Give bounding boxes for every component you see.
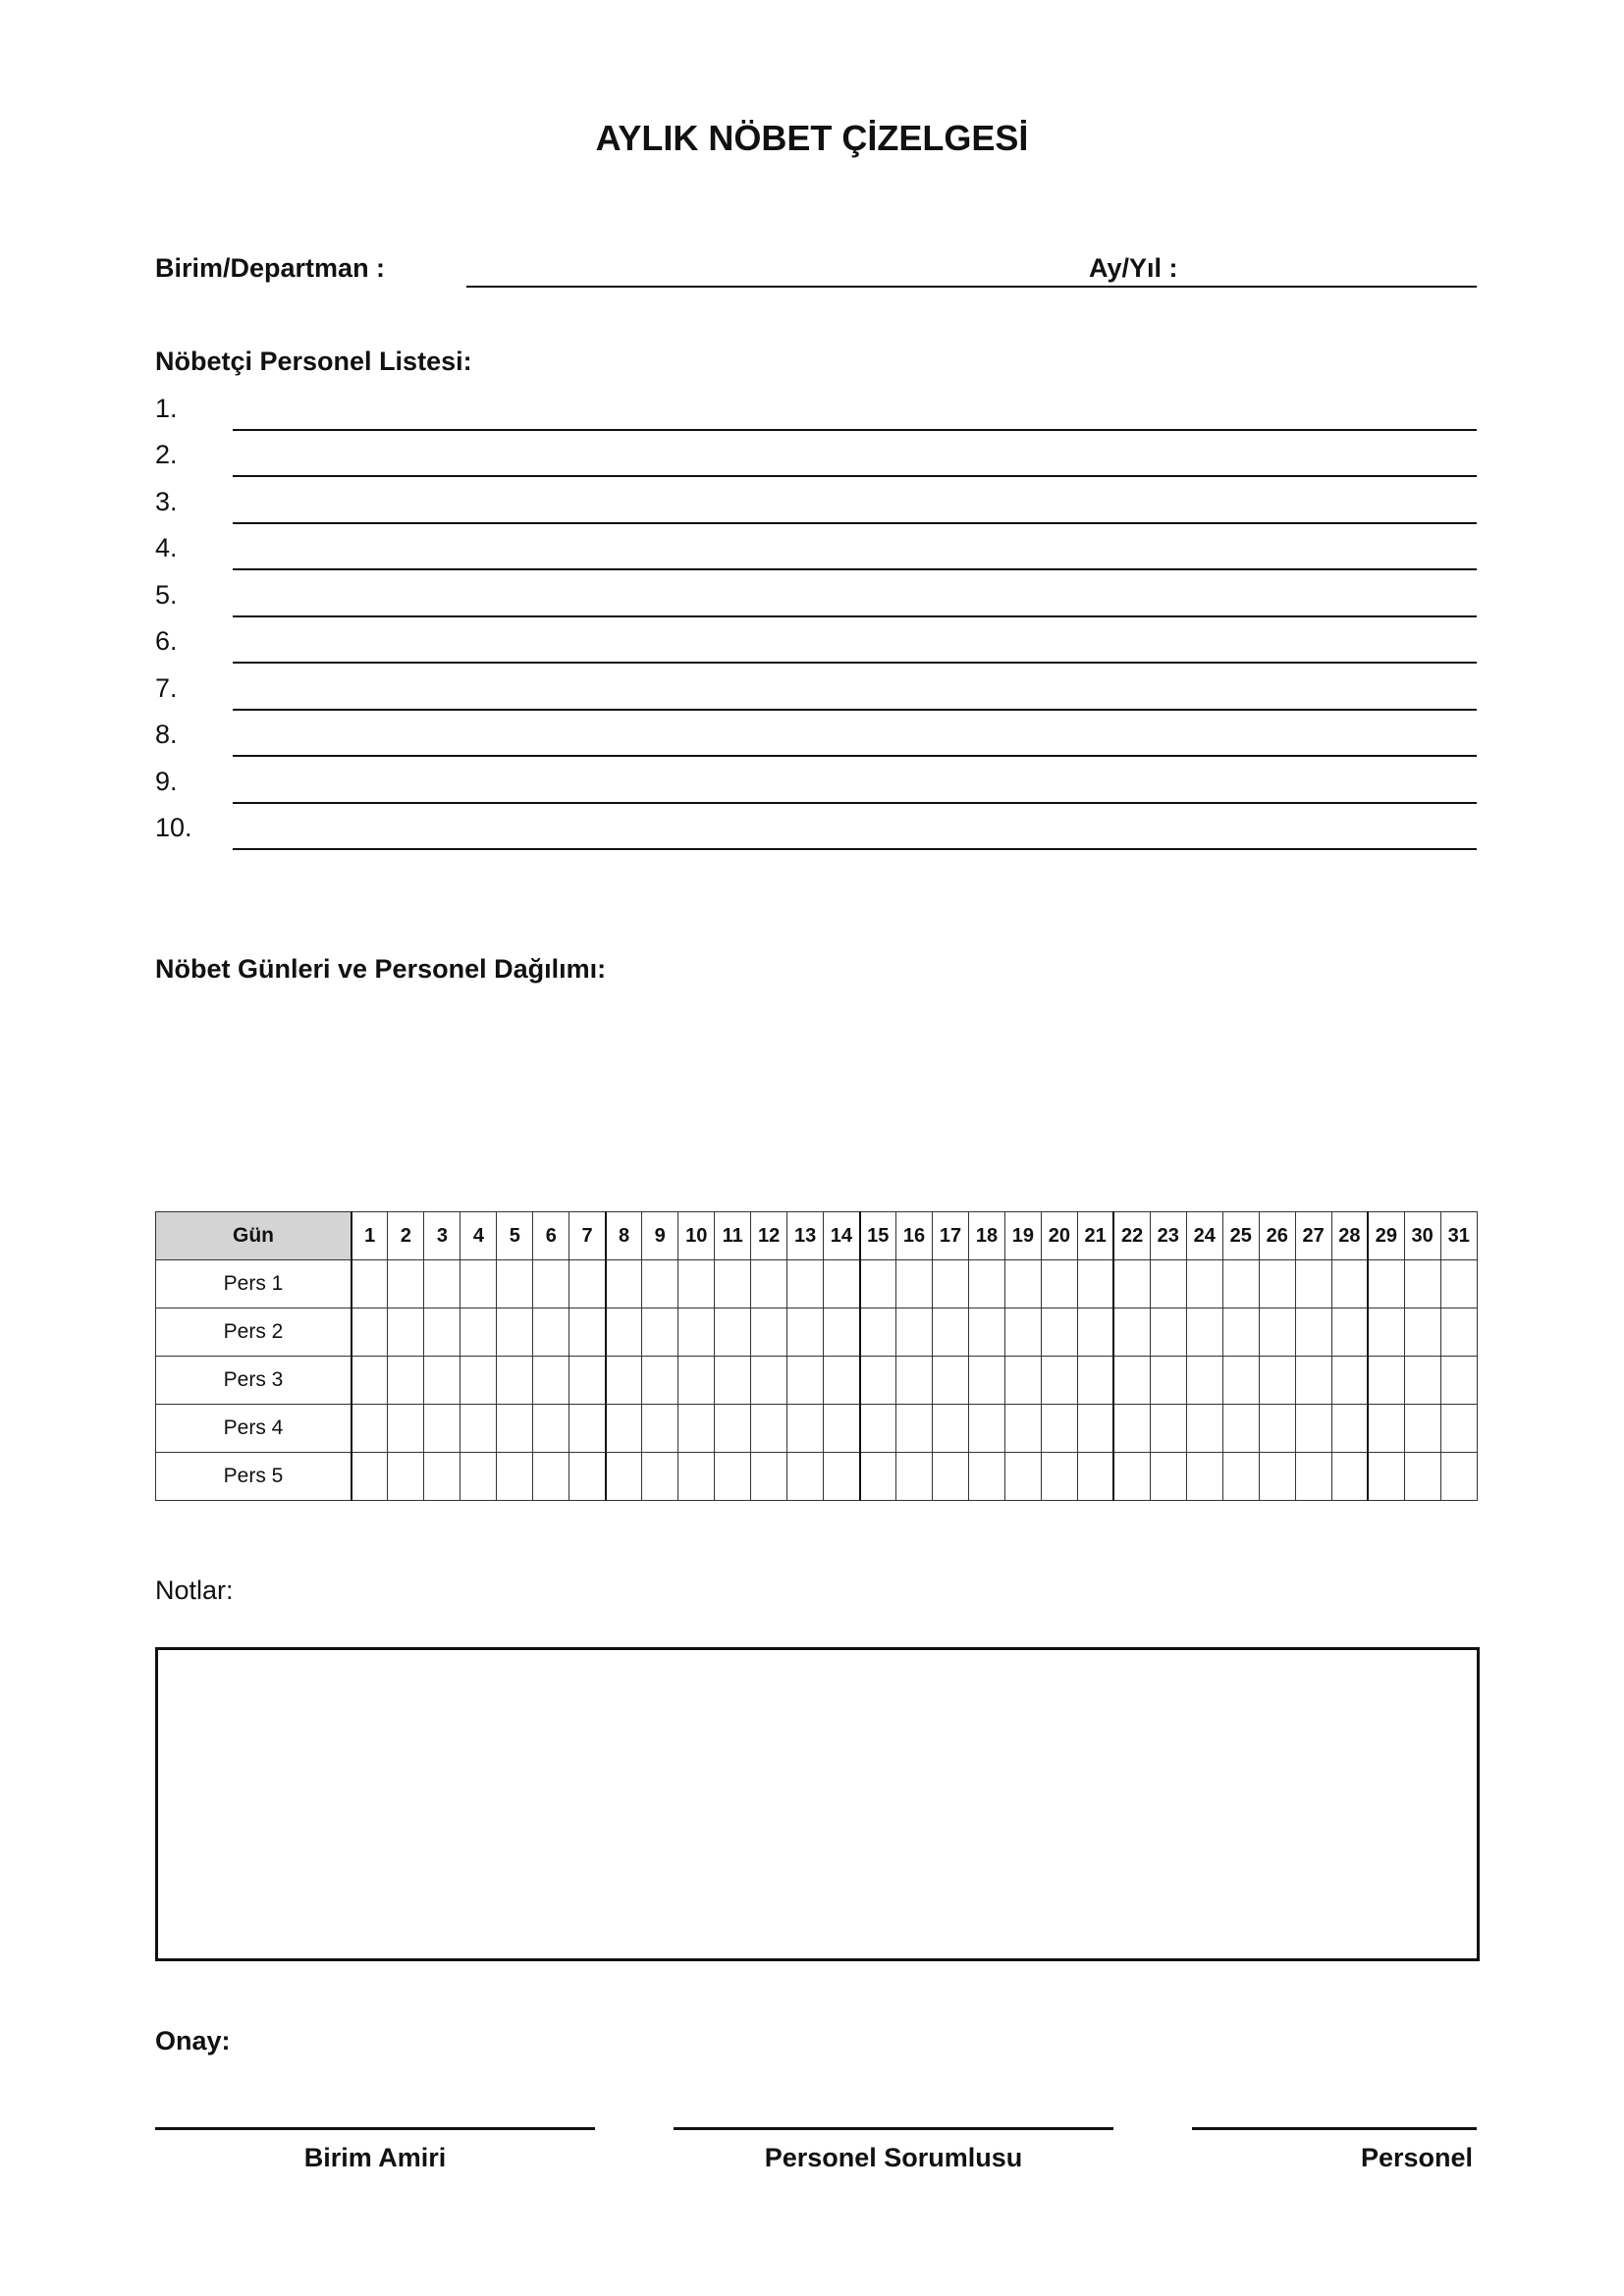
schedule-cell[interactable] [1113, 1405, 1150, 1453]
schedule-cell[interactable] [606, 1308, 642, 1357]
schedule-cell[interactable] [1295, 1357, 1331, 1405]
schedule-cell[interactable] [860, 1260, 896, 1308]
personnel-name-line[interactable] [233, 522, 1477, 524]
schedule-cell[interactable] [1150, 1308, 1186, 1357]
day-header-cell: 9 [642, 1212, 678, 1260]
day-header-cell: 20 [1041, 1212, 1077, 1260]
schedule-cell[interactable] [896, 1453, 933, 1501]
schedule-cell[interactable] [1440, 1453, 1477, 1501]
schedule-cell[interactable] [388, 1260, 424, 1308]
schedule-cell[interactable] [352, 1308, 388, 1357]
schedule-cell[interactable] [1295, 1308, 1331, 1357]
personnel-list-number: 2. [155, 440, 178, 469]
schedule-cell[interactable] [678, 1405, 715, 1453]
schedule-cell[interactable] [1041, 1357, 1077, 1405]
schedule-cell[interactable] [1186, 1357, 1222, 1405]
schedule-cell[interactable] [896, 1405, 933, 1453]
schedule-cell[interactable] [642, 1260, 678, 1308]
schedule-cell[interactable] [1440, 1357, 1477, 1405]
day-header-cell: 19 [1004, 1212, 1041, 1260]
schedule-cell[interactable] [933, 1260, 969, 1308]
schedule-cell[interactable] [497, 1308, 533, 1357]
schedule-cell[interactable] [1404, 1260, 1440, 1308]
schedule-cell[interactable] [1113, 1453, 1150, 1501]
schedule-cell[interactable] [352, 1260, 388, 1308]
signature-line-unit-supervisor[interactable] [155, 2127, 595, 2130]
schedule-cell[interactable] [1004, 1453, 1041, 1501]
personnel-list-item [155, 580, 1477, 619]
personnel-list-item [155, 533, 1477, 572]
day-header-cell: 8 [606, 1212, 642, 1260]
day-header-cell: 7 [569, 1212, 606, 1260]
schedule-cell[interactable] [424, 1260, 460, 1308]
day-header-cell: 23 [1150, 1212, 1186, 1260]
schedule-cell[interactable] [968, 1260, 1004, 1308]
day-header-cell: 31 [1440, 1212, 1477, 1260]
day-header-cell: 10 [678, 1212, 715, 1260]
personnel-list-number: 10. [155, 813, 192, 842]
schedule-cell[interactable] [533, 1453, 569, 1501]
personnel-list-number: 8. [155, 720, 178, 749]
schedule-cell[interactable] [460, 1453, 497, 1501]
schedule-cell[interactable] [1004, 1357, 1041, 1405]
personnel-list-number: 6. [155, 626, 178, 656]
personnel-list-number: 7. [155, 673, 178, 703]
personnel-name-line[interactable] [233, 755, 1477, 757]
schedule-cell[interactable] [1186, 1405, 1222, 1453]
schedule-cell[interactable] [1331, 1357, 1368, 1405]
schedule-cell[interactable] [678, 1260, 715, 1308]
schedule-cell[interactable] [388, 1308, 424, 1357]
schedule-cell[interactable] [715, 1260, 751, 1308]
schedule-cell[interactable] [678, 1308, 715, 1357]
schedule-cell[interactable] [533, 1405, 569, 1453]
schedule-cell[interactable] [1295, 1260, 1331, 1308]
schedule-cell[interactable] [1041, 1405, 1077, 1453]
personnel-list-number: 1. [155, 394, 178, 423]
schedule-cell[interactable] [824, 1357, 860, 1405]
schedule-cell[interactable] [569, 1357, 606, 1405]
schedule-cell[interactable] [1041, 1308, 1077, 1357]
personnel-row-label: Pers 2 [156, 1308, 352, 1357]
schedule-cell[interactable] [1150, 1453, 1186, 1501]
department-label: Birim/Departman : [155, 253, 386, 283]
schedule-cell[interactable] [751, 1308, 787, 1357]
schedule-cell[interactable] [933, 1357, 969, 1405]
schedule-cell[interactable] [968, 1453, 1004, 1501]
schedule-cell[interactable] [497, 1453, 533, 1501]
schedule-cell[interactable] [896, 1260, 933, 1308]
schedule-cell[interactable] [860, 1308, 896, 1357]
table-row [156, 1357, 1478, 1405]
personnel-list-number: 5. [155, 580, 178, 610]
personnel-list-item [155, 394, 1477, 433]
notes-label: Notlar: [155, 1575, 234, 1605]
schedule-cell[interactable] [606, 1260, 642, 1308]
schedule-header-row [156, 1212, 1478, 1260]
schedule-cell[interactable] [1113, 1260, 1150, 1308]
schedule-cell[interactable] [678, 1357, 715, 1405]
schedule-cell[interactable] [968, 1357, 1004, 1405]
schedule-cell[interactable] [933, 1405, 969, 1453]
personnel-name-line[interactable] [233, 709, 1477, 711]
schedule-cell[interactable] [1331, 1405, 1368, 1453]
day-column-header: Gün [156, 1212, 352, 1260]
schedule-cell[interactable] [787, 1405, 824, 1453]
schedule-cell[interactable] [1331, 1308, 1368, 1357]
schedule-cell[interactable] [1331, 1453, 1368, 1501]
personnel-row-label: Pers 1 [156, 1260, 352, 1308]
personnel-name-line[interactable] [233, 475, 1477, 477]
schedule-cell[interactable] [352, 1357, 388, 1405]
signature-label-personnel: Personel [1360, 2143, 1473, 2172]
schedule-body [156, 1260, 1478, 1501]
table-row [156, 1405, 1478, 1453]
day-header-cell: 13 [787, 1212, 824, 1260]
schedule-cell[interactable] [569, 1308, 606, 1357]
personnel-row-label: Pers 3 [156, 1357, 352, 1405]
signature-label-personnel-manager: Personel Sorumlusu [764, 2143, 1023, 2172]
schedule-cell[interactable] [1295, 1405, 1331, 1453]
day-header-cell: 29 [1368, 1212, 1404, 1260]
schedule-cell[interactable] [715, 1405, 751, 1453]
schedule-cell[interactable] [1186, 1260, 1222, 1308]
schedule-cell[interactable] [1222, 1357, 1259, 1405]
schedule-cell[interactable] [388, 1357, 424, 1405]
month-year-label: Ay/Yıl : [1089, 253, 1178, 283]
table-row [156, 1308, 1478, 1357]
schedule-cell[interactable] [460, 1308, 497, 1357]
table-row [156, 1260, 1478, 1308]
personnel-list-item [155, 767, 1477, 806]
page-title: AYLIK NÖBET ÇİZELGESİ [595, 118, 1029, 158]
schedule-cell[interactable] [1186, 1453, 1222, 1501]
schedule-cell[interactable] [1368, 1453, 1404, 1501]
schedule-cell[interactable] [751, 1453, 787, 1501]
personnel-list-item [155, 626, 1477, 666]
notes-box[interactable] [155, 1647, 1480, 1961]
schedule-cell[interactable] [460, 1260, 497, 1308]
schedule-cell[interactable] [1077, 1453, 1113, 1501]
schedule-cell[interactable] [1404, 1453, 1440, 1501]
schedule-cell[interactable] [424, 1357, 460, 1405]
schedule-cell[interactable] [824, 1405, 860, 1453]
schedule-cell[interactable] [1150, 1405, 1186, 1453]
schedule-cell[interactable] [1440, 1405, 1477, 1453]
schedule-cell[interactable] [424, 1308, 460, 1357]
schedule-cell[interactable] [1259, 1453, 1295, 1501]
schedule-cell[interactable] [1222, 1260, 1259, 1308]
schedule-cell[interactable] [424, 1405, 460, 1453]
day-header-cell: 4 [460, 1212, 497, 1260]
day-header-cell: 2 [388, 1212, 424, 1260]
personnel-list-number: 3. [155, 487, 178, 516]
schedule-cell[interactable] [1259, 1357, 1295, 1405]
day-header-cell: 5 [497, 1212, 533, 1260]
schedule-cell[interactable] [751, 1260, 787, 1308]
schedule-cell[interactable] [787, 1308, 824, 1357]
schedule-cell[interactable] [1222, 1308, 1259, 1357]
schedule-cell[interactable] [1041, 1453, 1077, 1501]
schedule-cell[interactable] [824, 1453, 860, 1501]
schedule-cell[interactable] [933, 1308, 969, 1357]
day-header-cell: 17 [933, 1212, 969, 1260]
day-header-cell: 18 [968, 1212, 1004, 1260]
schedule-cell[interactable] [424, 1453, 460, 1501]
personnel-list-item [155, 487, 1477, 526]
schedule-cell[interactable] [388, 1405, 424, 1453]
schedule-cell[interactable] [642, 1308, 678, 1357]
schedule-cell[interactable] [715, 1453, 751, 1501]
schedule-cell[interactable] [1368, 1357, 1404, 1405]
day-header-cell: 22 [1113, 1212, 1150, 1260]
schedule-cell[interactable] [1150, 1357, 1186, 1405]
schedule-cell[interactable] [1077, 1405, 1113, 1453]
schedule-cell[interactable] [606, 1405, 642, 1453]
schedule-cell[interactable] [352, 1405, 388, 1453]
schedule-cell[interactable] [1113, 1357, 1150, 1405]
schedule-cell[interactable] [1077, 1260, 1113, 1308]
schedule-cell[interactable] [1404, 1405, 1440, 1453]
schedule-cell[interactable] [1259, 1260, 1295, 1308]
schedule-cell[interactable] [606, 1453, 642, 1501]
schedule-cell[interactable] [1259, 1405, 1295, 1453]
schedule-table [155, 1211, 1478, 1501]
schedule-cell[interactable] [787, 1260, 824, 1308]
day-header-cell: 6 [533, 1212, 569, 1260]
schedule-cell[interactable] [1259, 1308, 1295, 1357]
schedule-cell[interactable] [642, 1405, 678, 1453]
day-header-cell: 25 [1222, 1212, 1259, 1260]
schedule-cell[interactable] [606, 1357, 642, 1405]
schedule-cell[interactable] [352, 1453, 388, 1501]
day-header-cell: 14 [824, 1212, 860, 1260]
schedule-cell[interactable] [1368, 1405, 1404, 1453]
personnel-name-line[interactable] [233, 802, 1477, 804]
schedule-cell[interactable] [787, 1357, 824, 1405]
day-header-cell: 15 [860, 1212, 896, 1260]
schedule-cell[interactable] [569, 1405, 606, 1453]
personnel-list-item [155, 440, 1477, 479]
schedule-cell[interactable] [824, 1260, 860, 1308]
schedule-cell[interactable] [1113, 1308, 1150, 1357]
table-row [156, 1453, 1478, 1501]
approval-label: Onay: [155, 2026, 231, 2056]
schedule-cell[interactable] [388, 1453, 424, 1501]
schedule-cell[interactable] [1295, 1453, 1331, 1501]
day-header-cell: 30 [1404, 1212, 1440, 1260]
schedule-cell[interactable] [751, 1405, 787, 1453]
schedule-cell[interactable] [1186, 1308, 1222, 1357]
schedule-cell[interactable] [1004, 1405, 1041, 1453]
schedule-cell[interactable] [460, 1357, 497, 1405]
schedule-cell[interactable] [1077, 1357, 1113, 1405]
schedule-cell[interactable] [896, 1357, 933, 1405]
schedule-cell[interactable] [460, 1405, 497, 1453]
schedule-cell[interactable] [1368, 1308, 1404, 1357]
signature-line-personnel-manager[interactable] [674, 2127, 1113, 2130]
personnel-list-number: 4. [155, 533, 178, 562]
schedule-cell[interactable] [533, 1308, 569, 1357]
schedule-cell[interactable] [896, 1308, 933, 1357]
personnel-name-line[interactable] [233, 429, 1477, 431]
schedule-cell[interactable] [1404, 1308, 1440, 1357]
department-input-line[interactable] [466, 286, 1477, 288]
schedule-cell[interactable] [860, 1357, 896, 1405]
schedule-cell[interactable] [497, 1357, 533, 1405]
day-header-cell: 3 [424, 1212, 460, 1260]
day-header-cell: 27 [1295, 1212, 1331, 1260]
personnel-list-item [155, 673, 1477, 713]
personnel-name-line[interactable] [233, 662, 1477, 664]
schedule-cell[interactable] [1077, 1308, 1113, 1357]
schedule-cell[interactable] [715, 1308, 751, 1357]
schedule-cell[interactable] [678, 1453, 715, 1501]
schedule-cell[interactable] [933, 1453, 969, 1501]
schedule-heading: Nöbet Günleri ve Personel Dağılımı: [155, 954, 607, 984]
schedule-cell[interactable] [787, 1453, 824, 1501]
day-header-cell: 1 [352, 1212, 388, 1260]
day-header-cell: 11 [715, 1212, 751, 1260]
personnel-row-label: Pers 5 [156, 1453, 352, 1501]
schedule-cell[interactable] [642, 1357, 678, 1405]
personnel-name-line[interactable] [233, 615, 1477, 617]
personnel-row-label: Pers 4 [156, 1405, 352, 1453]
schedule-cell[interactable] [642, 1453, 678, 1501]
day-header-cell: 12 [751, 1212, 787, 1260]
personnel-list-item [155, 720, 1477, 759]
schedule-cell[interactable] [1440, 1308, 1477, 1357]
schedule-cell[interactable] [533, 1357, 569, 1405]
schedule-cell[interactable] [497, 1260, 533, 1308]
schedule-cell[interactable] [1331, 1260, 1368, 1308]
schedule-cell[interactable] [968, 1308, 1004, 1357]
schedule-cell[interactable] [751, 1357, 787, 1405]
schedule-cell[interactable] [533, 1260, 569, 1308]
day-header-cell: 21 [1077, 1212, 1113, 1260]
schedule-cell[interactable] [569, 1453, 606, 1501]
schedule-cell[interactable] [860, 1453, 896, 1501]
personnel-list-heading: Nöbetçi Personel Listesi: [155, 347, 472, 376]
schedule-cell[interactable] [715, 1357, 751, 1405]
day-header-cell: 28 [1331, 1212, 1368, 1260]
day-header-cell: 16 [896, 1212, 933, 1260]
personnel-name-line[interactable] [233, 848, 1477, 850]
schedule-cell[interactable] [968, 1405, 1004, 1453]
signature-label-unit-supervisor: Birim Amiri [303, 2143, 447, 2172]
schedule-cell[interactable] [1440, 1260, 1477, 1308]
schedule-cell[interactable] [860, 1405, 896, 1453]
personnel-list-item [155, 813, 1477, 852]
schedule-cell[interactable] [497, 1405, 533, 1453]
schedule-cell[interactable] [1004, 1260, 1041, 1308]
schedule-cell[interactable] [1222, 1453, 1259, 1501]
schedule-cell[interactable] [1041, 1260, 1077, 1308]
schedule-cell[interactable] [1368, 1260, 1404, 1308]
schedule-cell[interactable] [824, 1308, 860, 1357]
signature-line-personnel[interactable] [1192, 2127, 1477, 2130]
schedule-cell[interactable] [1404, 1357, 1440, 1405]
personnel-list-number: 9. [155, 767, 178, 796]
day-header-cell: 24 [1186, 1212, 1222, 1260]
schedule-cell[interactable] [569, 1260, 606, 1308]
personnel-name-line[interactable] [233, 568, 1477, 570]
schedule-cell[interactable] [1222, 1405, 1259, 1453]
schedule-cell[interactable] [1150, 1260, 1186, 1308]
day-header-cell: 26 [1259, 1212, 1295, 1260]
schedule-cell[interactable] [1004, 1308, 1041, 1357]
